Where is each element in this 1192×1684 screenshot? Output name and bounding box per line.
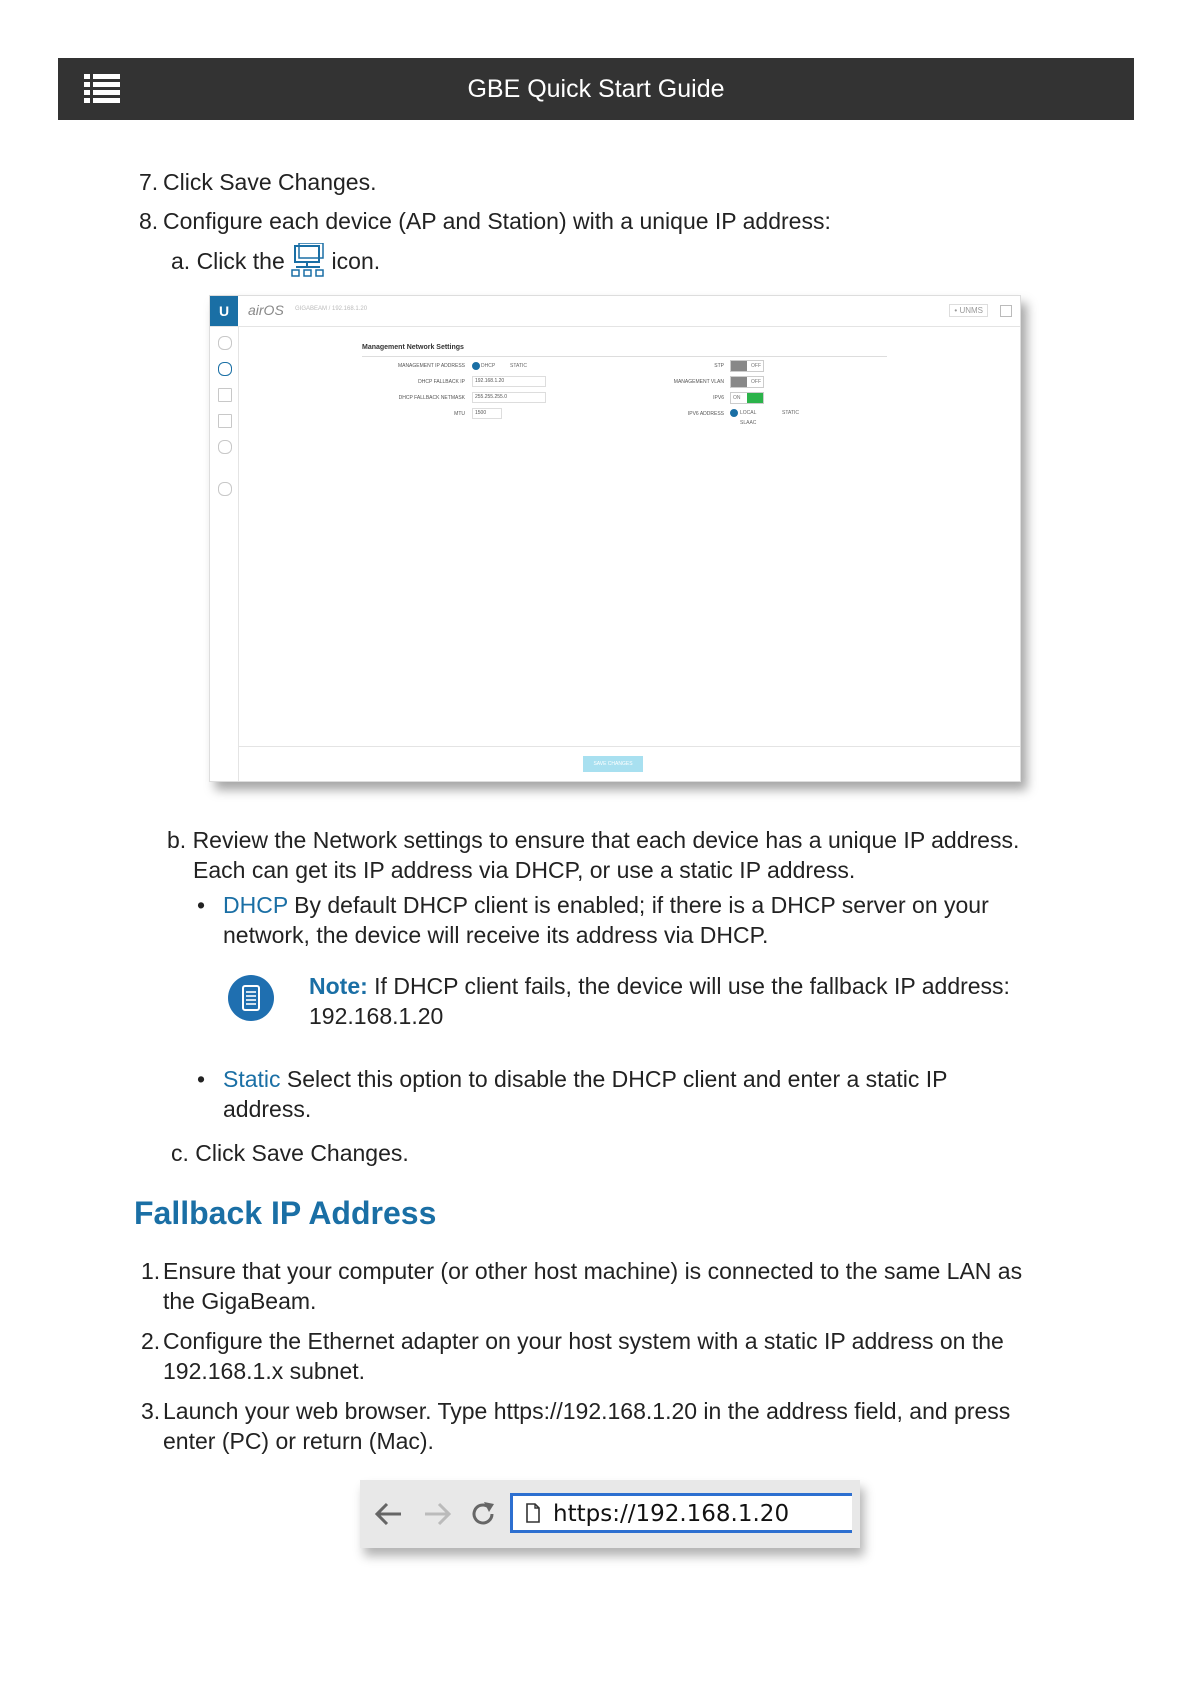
note-label: Note: [309, 973, 368, 999]
note-line: 192.168.1.20 [309, 1003, 444, 1029]
step-c: c. Click Save Changes. [171, 1140, 409, 1166]
mgmt-vlan-toggle[interactable]: OFF [730, 376, 764, 388]
ipv6-toggle[interactable]: ON [730, 392, 764, 404]
tools-icon[interactable] [218, 482, 232, 496]
fallback-ip-input[interactable]: 192.168.1.20 [472, 376, 546, 387]
note-text [309, 971, 1010, 1001]
field-label: IPV6 [713, 395, 724, 401]
step-text: Configure the Ethernet adapter on your host system with a static IP address on the [163, 1328, 1004, 1354]
network-settings-icon[interactable] [218, 362, 232, 376]
step-b-line: b. Review the Network settings to ensure that each device has a unique IP address. [167, 827, 1020, 853]
section-heading: Fallback IP Address [134, 1195, 437, 1231]
fallback-netmask-input[interactable]: 255.255.255.0 [472, 392, 546, 403]
step-number: 7. [139, 169, 159, 195]
step-text: enter (PC) or return (Mac). [163, 1428, 434, 1454]
network-icon [291, 243, 325, 277]
bullet-dot: • [197, 1066, 206, 1092]
step-text: Launch your web browser. Type https://192.168.1.20 in the address field, and press [163, 1398, 1011, 1424]
step-b-line: Each can get its IP address via DHCP, or use a static IP address. [193, 857, 856, 883]
step-text: Ensure that your computer (or other host machine) is connected to the same LAN as [163, 1258, 1023, 1284]
bullet-text: Select this option to disable the DHCP client and enter a static IP [280, 1066, 948, 1092]
step-text: Click Save Changes. [163, 169, 377, 195]
ipv6-local-radio[interactable] [730, 409, 738, 417]
field-label: MANAGEMENT VLAN [673, 379, 724, 385]
ubiquiti-logo: U [210, 296, 238, 326]
radio-label: STATIC [510, 363, 528, 369]
bullet-term: DHCP [223, 892, 288, 918]
dhcp-radio[interactable] [472, 362, 480, 370]
url-text: https://192.168.1.20 [553, 1501, 790, 1527]
address-field[interactable] [510, 1493, 852, 1533]
stp-toggle[interactable]: OFF [730, 360, 764, 372]
step-text: the GigaBeam. [163, 1288, 317, 1314]
field-label: DHCP FALLBACK IP [418, 379, 465, 385]
bullet-text: address. [223, 1096, 312, 1122]
step-a-suffix: icon. [331, 248, 381, 274]
breadcrumb: GIGABEAM / 192.168.1.20 [295, 306, 368, 312]
unms-button[interactable]: • UNMS [949, 304, 988, 317]
save-changes-button[interactable]: SAVE CHANGES [583, 756, 643, 772]
field-label: DHCP FALLBACK NETMASK [398, 395, 465, 401]
radio-label: SLAAC [740, 420, 757, 426]
mtu-input[interactable]: 1500 [472, 408, 502, 419]
step-number: 2. [141, 1328, 161, 1354]
back-icon[interactable] [374, 1500, 404, 1528]
bullet-dot: • [197, 892, 206, 918]
step-number: 8. [139, 208, 159, 234]
bullet-dhcp [223, 890, 989, 920]
browser-bar [360, 1480, 860, 1548]
note-line: If DHCP client fails, the device will use the fallback IP address: [367, 973, 1010, 999]
bullet-term: Static [223, 1066, 281, 1092]
services-icon[interactable] [218, 414, 232, 428]
note-icon [228, 975, 274, 1021]
page-icon [525, 1503, 541, 1523]
page-header [58, 58, 1134, 120]
step-a [171, 243, 380, 277]
wireless-icon[interactable] [218, 388, 232, 402]
step-text: Configure each device (AP and Station) with a unique IP address: [163, 208, 831, 234]
bullet-text: network, the device will receive its address via DHCP. [223, 922, 769, 948]
step-a-prefix: a. Click the [171, 248, 285, 274]
step-text: 192.168.1.x subnet. [163, 1358, 366, 1384]
field-label: MANAGEMENT IP ADDRESS [397, 363, 465, 369]
radio-label: DHCP [481, 363, 496, 369]
airos-topbar [210, 296, 1020, 327]
system-icon[interactable] [218, 440, 232, 454]
forward-icon[interactable] [422, 1500, 452, 1528]
step-number: 1. [141, 1258, 161, 1284]
reload-icon[interactable] [468, 1499, 498, 1529]
airos-footer [238, 746, 1020, 781]
radio-label: LOCAL [740, 410, 757, 416]
bullet-text: By default DHCP client is enabled; if there is a DHCP server on your [287, 892, 989, 918]
field-label: STP [714, 363, 724, 369]
divider [362, 356, 887, 357]
logout-icon[interactable] [1000, 305, 1012, 317]
airos-screenshot [209, 295, 1021, 782]
page-title: GBE Quick Start Guide [467, 75, 725, 103]
field-label: IPV6 ADDRESS [687, 411, 724, 417]
section-title: Management Network Settings [362, 344, 464, 351]
field-label: MTU [454, 411, 465, 417]
airos-sidebar [210, 326, 239, 781]
airos-brand: airOS [248, 302, 284, 318]
bullet-static [223, 1064, 947, 1094]
dashboard-icon[interactable] [218, 336, 232, 350]
step-number: 3. [141, 1398, 161, 1424]
radio-label: STATIC [782, 410, 800, 416]
